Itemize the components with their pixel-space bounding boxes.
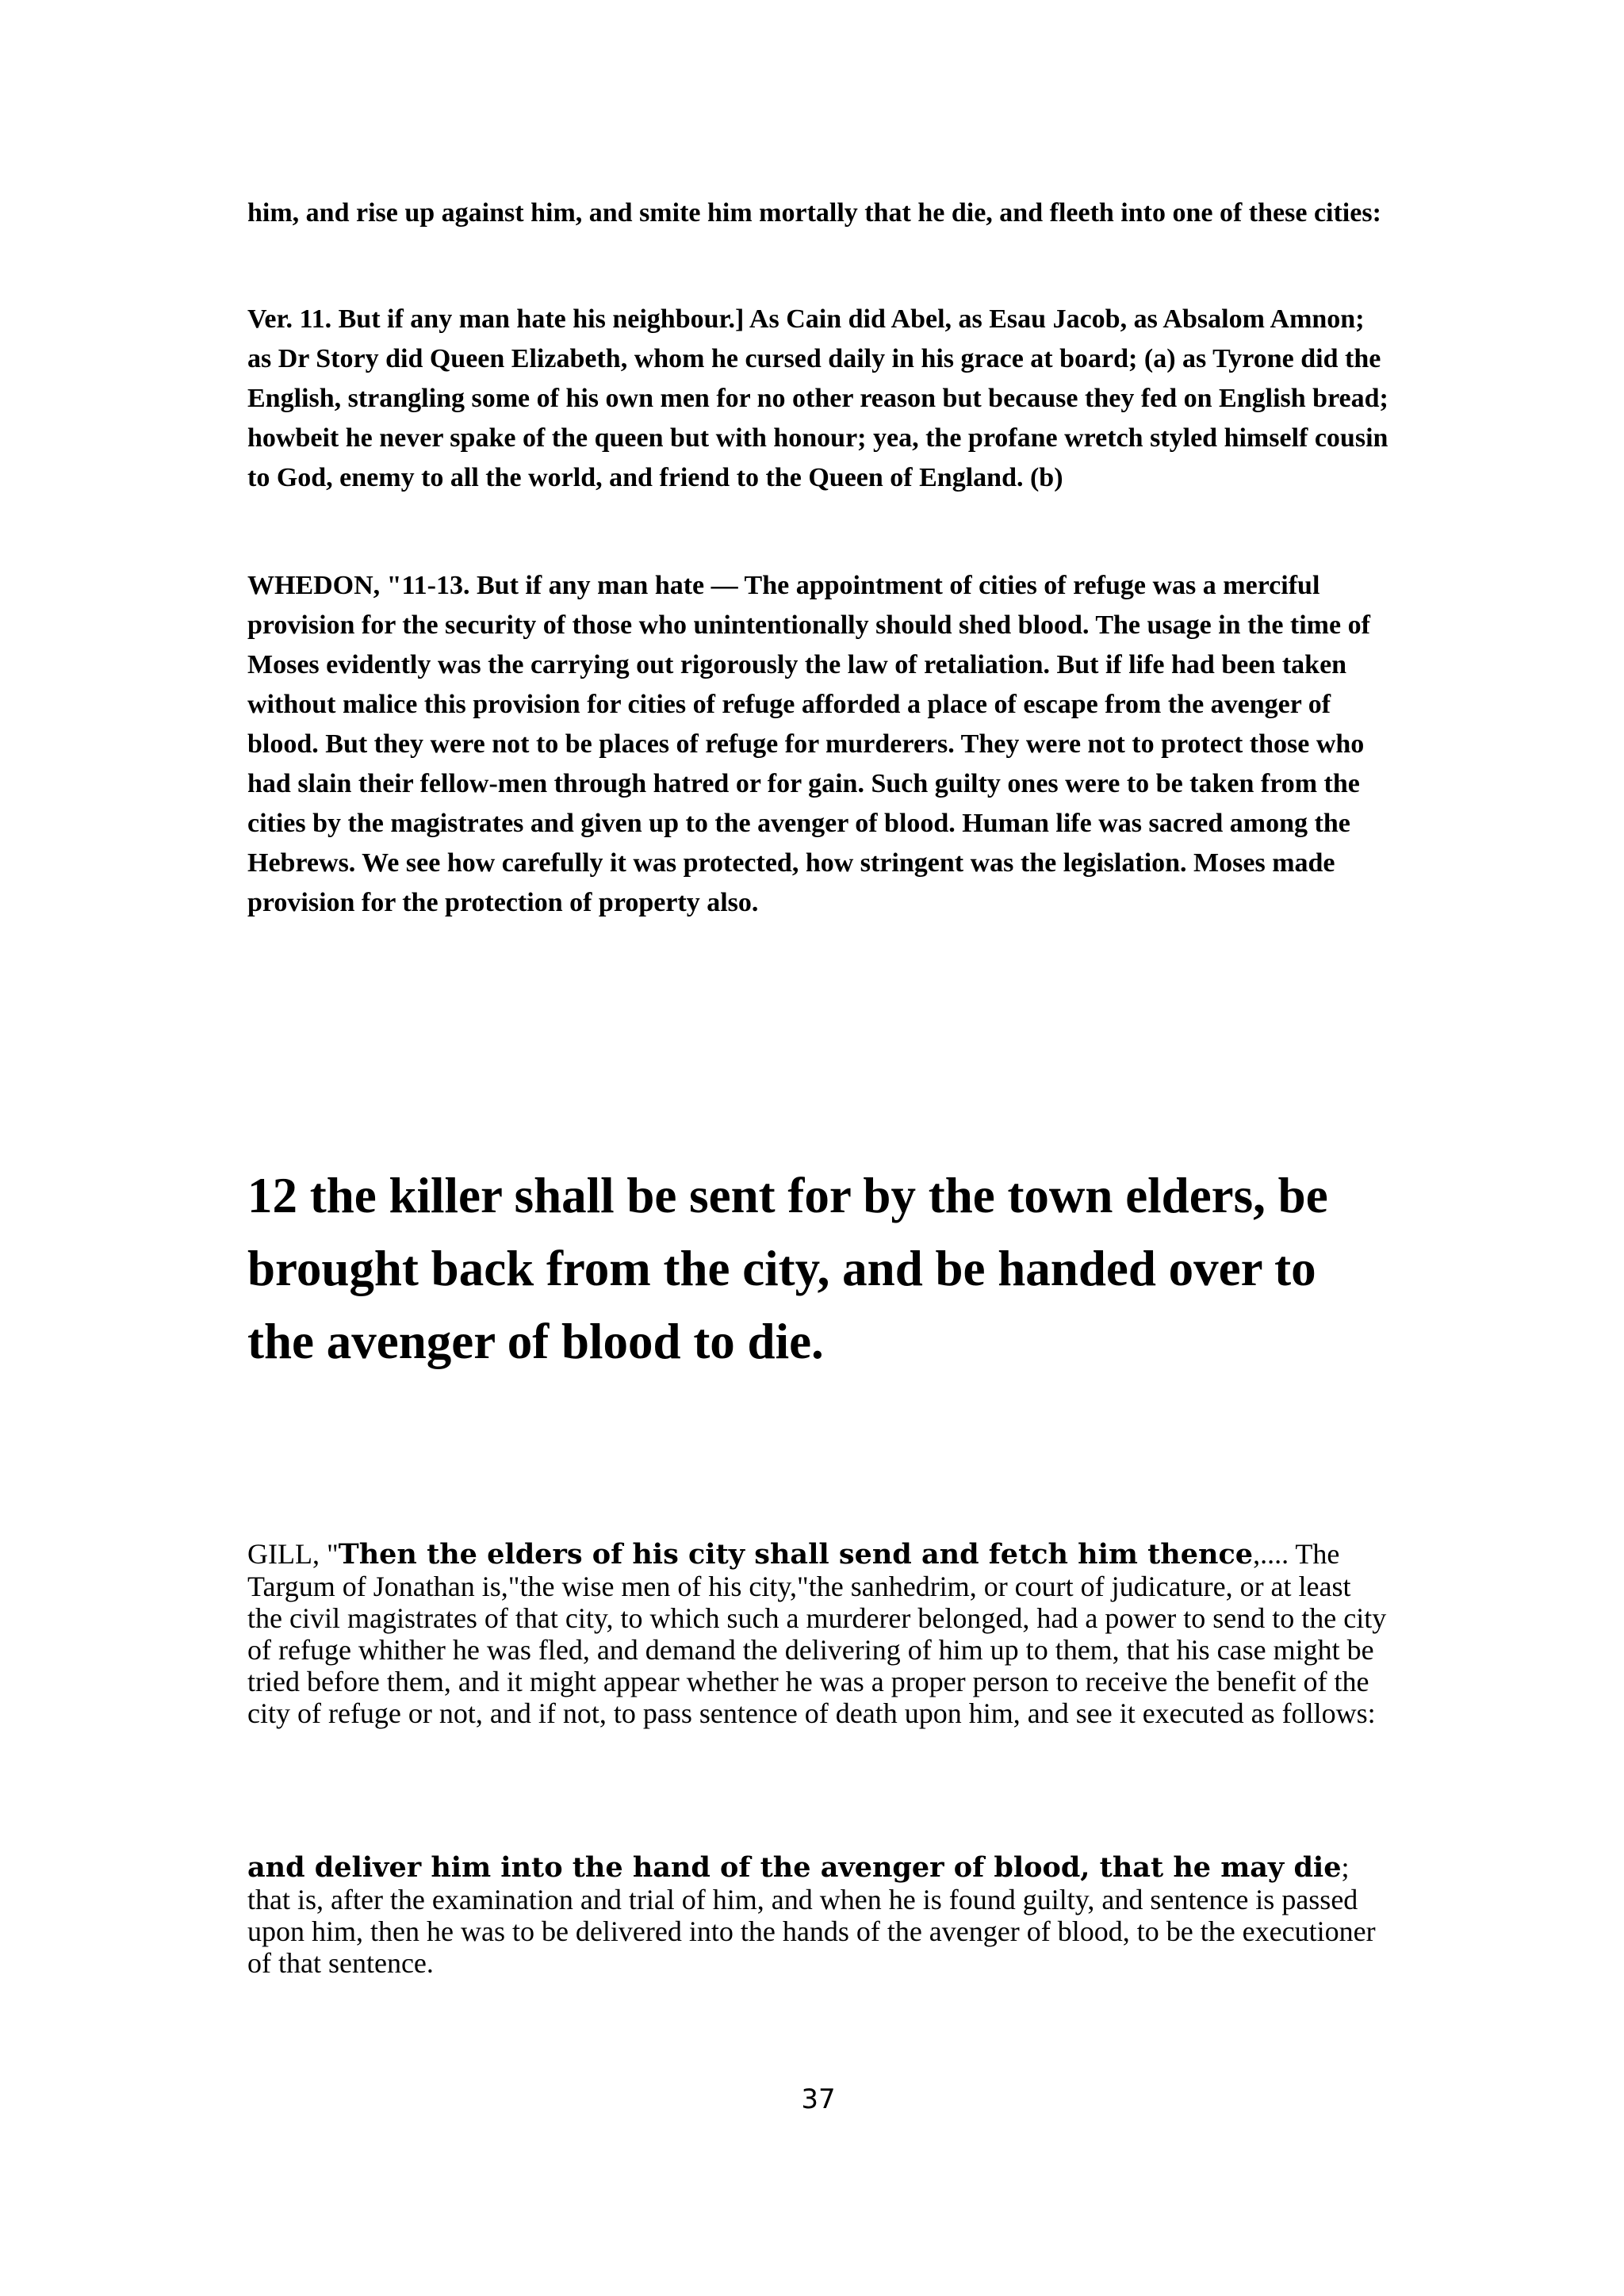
commentary-paragraph-whedon: WHEDON, "11-13. But if any man hate — The appointment of cities of refuge was a merciful provision for the security of those who unintentionally should shed blood. The usage in the time of Moses evidently was the carrying out rigorously the law of retaliation. But if life had been taken without malice this provision for cities of refuge afforded a place of escape from the avenger of blood. But they were not to be places of refuge for murderers. They were not to protect those who had slain their fellow-men through hatred or for gain. Such guilty ones were to be taken from the cities by the magistrates and given up to the avenger of blood. Human life was sacred among the Hebrews. We see how carefully it was protected, how stringent was the legislation. Moses made provision for the protection of property also. bbox=[247, 571, 1370, 917]
commentary-paragraph-continuation: him, and rise up against him, and smite him mortally that he die, and fleeth into one of these cities: bbox=[247, 198, 1381, 228]
commentary-paragraph-ver-11: Ver. 11. But if any man hate his neighbour.] As Cain did Abel, as Esau Jacob, as Absalom Amnon; as Dr Story did Queen Elizabeth, whom he cursed daily in his grace at board; (a) as Tyrone did the English, strangling some of his own men for no other reason but because they fed on English bread; howbeit he never spake of the queen but with honour; yea, the profane wretch styled himself cousin to God, enemy to all the world, and friend to the Queen of England. (b) bbox=[247, 304, 1388, 492]
gill-body-1: ,.... The Targum of Jonathan is,"the wise men of his city,"the sanhedrim, or court of judicature, or at least the civil magistrates of that city, to which such a murderer belonged, had a power to send to the city of refuge whither he was fled, and demand the delivering of him up to them, that his case might be tried before them, and it might appear whether he was a proper person to receive the benefit of the city of refuge or not, and if not, to pass sentence of death upon him, and see it executed as follows: bbox=[247, 1538, 1387, 1729]
gill-lead-phrase-1: Then the elders of his city shall send and fetch him thence bbox=[338, 1538, 1254, 1571]
gill-prefix: GILL, " bbox=[247, 1538, 339, 1570]
commentary-paragraph-gill-continued bbox=[247, 1851, 1389, 1979]
gill-lead-phrase-2: and deliver him into the hand of the avenger of blood, that he may die bbox=[247, 1851, 1342, 1884]
commentary-paragraph-gill bbox=[247, 1538, 1389, 1729]
page-number: 37 bbox=[801, 2084, 836, 2115]
gill-body-2: ; that is, after the examination and trial of him, and when he is found guilty, and sentence is passed upon him, then he was to be delivered into the hands of the avenger of blood, to be the executioner of that sentence. bbox=[247, 1851, 1376, 1979]
verse-heading-12: 12 the killer shall be sent for by the town elders, be brought back from the city, and be handed over to the avenger of blood to die. bbox=[247, 1168, 1328, 1369]
